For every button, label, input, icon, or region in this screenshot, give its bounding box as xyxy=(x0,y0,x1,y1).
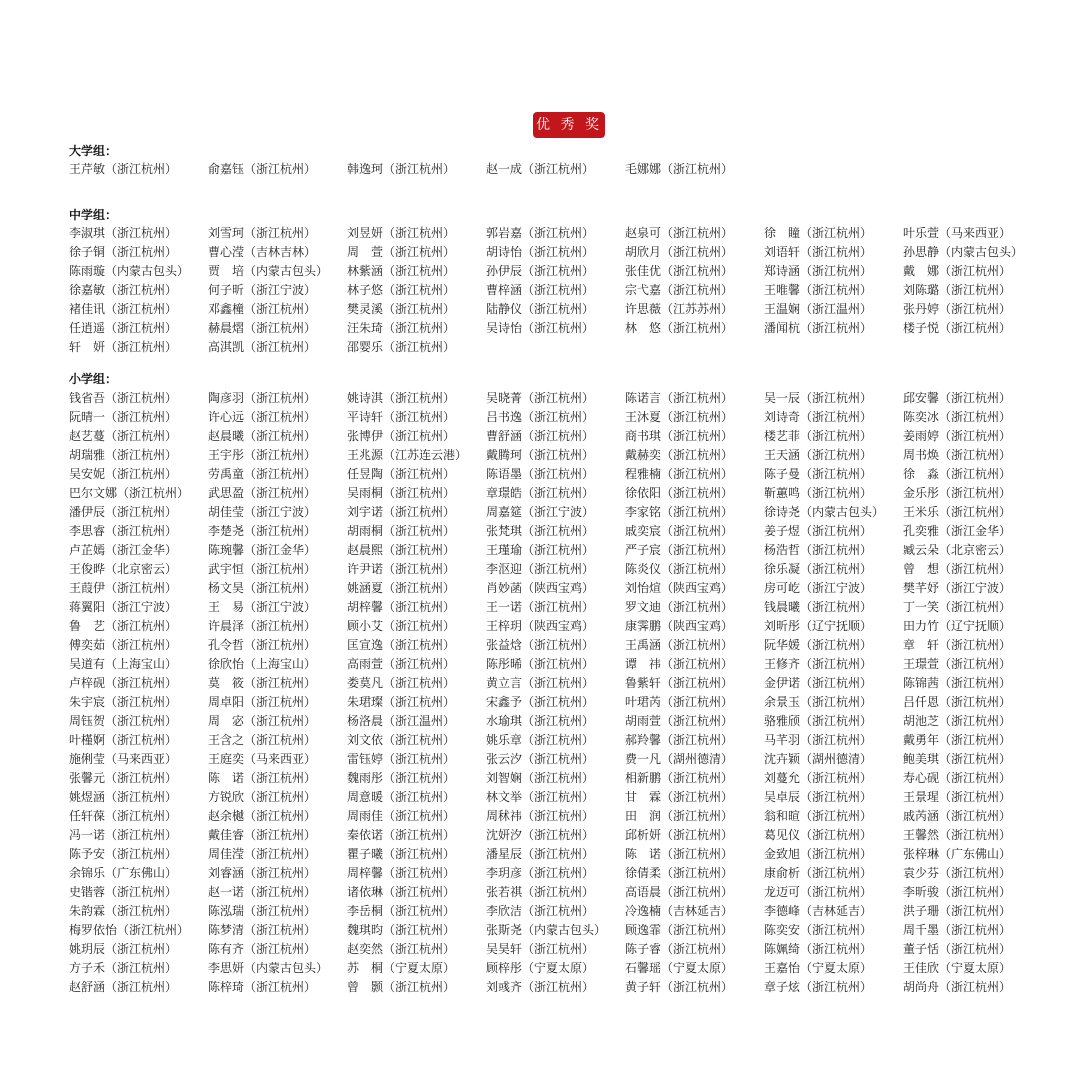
primary-school-group-list xyxy=(69,389,1042,997)
winner-name: 俞嘉钰（浙江杭州） xyxy=(208,162,317,176)
winner-name: 徐依阳（浙江杭州） xyxy=(625,486,734,500)
winner-name: 叶槿婀（浙江杭州） xyxy=(69,733,178,747)
winner-name: 马芊羽（浙江杭州） xyxy=(764,733,873,747)
winner-name: 王嘉怡（宁夏太原） xyxy=(764,961,873,975)
winner-name: 莫 筱（浙江杭州） xyxy=(208,676,317,690)
winner-name: 陈梦清（浙江杭州） xyxy=(208,923,317,937)
winner-name: 周钰贺（浙江杭州） xyxy=(69,714,178,728)
winner-name: 赫晨熠（浙江杭州） xyxy=(208,321,317,335)
winner-name: 相新鹏（浙江杭州） xyxy=(625,771,734,785)
winner-name: 刘诗奇（浙江杭州） xyxy=(764,410,873,424)
winner-name: 刘宇诺（浙江杭州） xyxy=(347,505,456,519)
winner-name: 曹心滢（吉林吉林） xyxy=(208,245,317,259)
winner-name: 魏琪昀（浙江杭州） xyxy=(347,923,456,937)
winner-name: 方子禾（浙江杭州） xyxy=(69,961,178,975)
winner-name: 罗文迪（浙江杭州） xyxy=(625,600,734,614)
winner-name: 胡瑞雅（浙江杭州） xyxy=(69,448,178,462)
winner-name: 王修齐（浙江杭州） xyxy=(764,657,873,671)
winner-name: 王景瑆（浙江杭州） xyxy=(903,790,1012,804)
winner-name: 戚芮涵（浙江杭州） xyxy=(903,809,1012,823)
winner-name: 王瑾瑜（浙江杭州） xyxy=(486,543,595,557)
winner-name: 孙思静（内蒙古包头） xyxy=(903,245,1024,259)
winner-name: 康霁鹏（陕西宝鸡） xyxy=(625,619,734,633)
winner-name: 朱珺璨（浙江杭州） xyxy=(347,695,456,709)
winner-name: 朱韵霖（浙江杭州） xyxy=(69,904,178,918)
winner-name: 傅奕茹（浙江杭州） xyxy=(69,638,178,652)
winner-name: 鲁 艺（浙江杭州） xyxy=(69,619,178,633)
winner-name: 陈语墨（浙江杭州） xyxy=(486,467,595,481)
winner-name: 李楚尧（浙江杭州） xyxy=(208,524,317,538)
winner-name: 高雨萱（浙江杭州） xyxy=(347,657,456,671)
winner-name: 高语晨（浙江杭州） xyxy=(625,885,734,899)
winner-name: 余锦乐（广东佛山） xyxy=(69,866,178,880)
winner-name: 胡梓馨（浙江杭州） xyxy=(347,600,456,614)
winner-name: 刘文依（浙江杭州） xyxy=(347,733,456,747)
winner-name: 方锐欣（浙江杭州） xyxy=(208,790,317,804)
winner-name: 曾 想（浙江杭州） xyxy=(903,562,1012,576)
winner-name: 王禹涵（浙江杭州） xyxy=(625,638,734,652)
winner-name: 刘怡煊（陕西宝鸡） xyxy=(625,581,734,595)
winner-name: 阮华媛（浙江杭州） xyxy=(764,638,873,652)
winner-name: 章子炫（浙江杭州） xyxy=(764,980,873,994)
winner-name: 张梵琪（浙江杭州） xyxy=(486,524,595,538)
winner-name: 周 宓（浙江杭州） xyxy=(208,714,317,728)
winner-name: 余景玉（浙江杭州） xyxy=(764,695,873,709)
winner-name: 鲍美琪（浙江杭州） xyxy=(903,752,1012,766)
winner-name: 寿心砚（浙江杭州） xyxy=(903,771,1012,785)
winner-name: 刘陈璐（浙江杭州） xyxy=(903,283,1012,297)
winner-name: 陈锦茜（浙江杭州） xyxy=(903,676,1012,690)
winner-name: 刘蔓允（浙江杭州） xyxy=(764,771,873,785)
winner-name: 陈姵绮（浙江杭州） xyxy=(764,942,873,956)
winner-name: 甘 霖（浙江杭州） xyxy=(625,790,734,804)
winner-name: 周嘉筵（浙江宁波） xyxy=(486,505,595,519)
winner-name: 吴雨桐（浙江杭州） xyxy=(347,486,456,500)
winner-name: 陈奕冰（浙江杭州） xyxy=(903,410,1012,424)
winner-name: 王兆源（江苏连云港） xyxy=(347,448,468,462)
winner-name: 周佳滢（浙江杭州） xyxy=(208,847,317,861)
winner-name: 宋鑫予（浙江杭州） xyxy=(486,695,595,709)
winner-name: 顾梓彤（宁夏太原） xyxy=(486,961,595,975)
winner-name: 林子悠（浙江杭州） xyxy=(347,283,456,297)
middle-school-group-label: 中学组： xyxy=(69,208,118,222)
winner-name: 孔令哲（浙江杭州） xyxy=(208,638,317,652)
winner-name: 李昕骏（浙江杭州） xyxy=(903,885,1012,899)
winner-name: 张云汐（浙江杭州） xyxy=(486,752,595,766)
winner-name: 吕仟恩（浙江杭州） xyxy=(903,695,1012,709)
winner-name: 吴晓菁（浙江杭州） xyxy=(486,391,595,405)
winner-name: 邱安馨（浙江杭州） xyxy=(903,391,1012,405)
winner-name: 刘彧齐（浙江杭州） xyxy=(486,980,595,994)
winner-name: 劳禹童（浙江杭州） xyxy=(208,467,317,481)
winner-name: 戴 娜（浙江杭州） xyxy=(903,264,1012,278)
winner-name: 周雨佳（浙江杭州） xyxy=(347,809,456,823)
winner-name: 任逍遥（浙江杭州） xyxy=(69,321,178,335)
winner-name: 蒋翼阳（浙江宁波） xyxy=(69,600,178,614)
winner-name: 赵一成（浙江杭州） xyxy=(486,162,595,176)
winner-name: 陈予安（浙江杭州） xyxy=(69,847,178,861)
winner-name: 孙伊辰（浙江杭州） xyxy=(486,264,595,278)
winner-name: 赵余樾（浙江杭州） xyxy=(208,809,317,823)
winner-name: 张若祺（浙江杭州） xyxy=(486,885,595,899)
winner-name: 刘语轩（浙江杭州） xyxy=(764,245,873,259)
winner-name: 赵晨曦（浙江杭州） xyxy=(208,429,317,443)
winner-name: 李岳桐（浙江杭州） xyxy=(347,904,456,918)
winner-name: 阮晴一（浙江杭州） xyxy=(69,410,178,424)
winner-name: 潘闻杭（浙江杭州） xyxy=(764,321,873,335)
winner-name: 任昱陶（浙江杭州） xyxy=(347,467,456,481)
winner-name: 林 悠（浙江杭州） xyxy=(625,321,734,335)
winner-name: 林文举（浙江杭州） xyxy=(486,790,595,804)
winner-name: 陈彤晞（浙江杭州） xyxy=(486,657,595,671)
winner-name: 周书焕（浙江杭州） xyxy=(903,448,1012,462)
winner-name: 任轩葆（浙江杭州） xyxy=(69,809,178,823)
winner-name: 潘伊辰（浙江杭州） xyxy=(69,505,178,519)
winner-name: 水瑜琪（浙江杭州） xyxy=(486,714,595,728)
winner-name: 楼子悦（浙江杭州） xyxy=(903,321,1012,335)
winner-name: 李沤迎（浙江杭州） xyxy=(486,562,595,576)
winner-name: 龙迈可（浙江杭州） xyxy=(764,885,873,899)
winner-name: 陆静仪（浙江杭州） xyxy=(486,302,595,316)
winner-name: 王馨然（浙江杭州） xyxy=(903,828,1012,842)
winner-name: 徐乐凝（浙江杭州） xyxy=(764,562,873,576)
winner-name: 樊芊妤（浙江宁波） xyxy=(903,581,1012,595)
winner-name: 武宇恒（浙江杭州） xyxy=(208,562,317,576)
winner-name: 钱晨曦（浙江杭州） xyxy=(764,600,873,614)
winner-name: 周秫祎（浙江杭州） xyxy=(486,809,595,823)
winner-name: 曹梓涵（浙江杭州） xyxy=(486,283,595,297)
winner-name: 刘昕彤（辽宁抚顺） xyxy=(764,619,873,633)
winner-name: 王俊晔（北京密云） xyxy=(69,562,178,576)
winner-name: 周意暖（浙江杭州） xyxy=(347,790,456,804)
winner-name: 王唯馨（浙江杭州） xyxy=(764,283,873,297)
primary-school-group-label: 小学组： xyxy=(69,372,118,386)
winner-name: 陈琬馨（浙江金华） xyxy=(208,543,317,557)
winner-name: 郭岩嘉（浙江杭州） xyxy=(486,226,595,240)
winner-name: 巴尔文娜（浙江杭州） xyxy=(69,486,190,500)
winner-name: 邵婴乐（浙江杭州） xyxy=(347,340,456,354)
winner-name: 肖妙菡（陕西宝鸡） xyxy=(486,581,595,595)
winner-name: 吴安妮（浙江杭州） xyxy=(69,467,178,481)
winner-name: 施俐莹（马来西亚） xyxy=(69,752,178,766)
winner-name: 李淑琪（浙江杭州） xyxy=(69,226,178,240)
winner-name: 姚煜涵（浙江杭州） xyxy=(69,790,178,804)
winner-name: 姜雨婷（浙江杭州） xyxy=(903,429,1012,443)
winner-name: 程雅楠（浙江杭州） xyxy=(625,467,734,481)
winner-name: 胡池芝（浙江杭州） xyxy=(903,714,1012,728)
winner-name: 秦依诺（浙江杭州） xyxy=(347,828,456,842)
winner-name: 徐倩柔（浙江杭州） xyxy=(625,866,734,880)
winner-name: 陶彦羽（浙江杭州） xyxy=(208,391,317,405)
winner-name: 丁一笑（浙江杭州） xyxy=(903,600,1012,614)
winner-name: 许心远（浙江杭州） xyxy=(208,410,317,424)
winner-name: 王米乐（浙江杭州） xyxy=(903,505,1012,519)
winner-name: 王佳欣（宁夏太原） xyxy=(903,961,1012,975)
winner-name: 徐 瞳（浙江杭州） xyxy=(764,226,873,240)
university-group-label: 大学组： xyxy=(69,144,118,158)
winner-name: 董子恬（浙江杭州） xyxy=(903,942,1012,956)
winner-name: 苏 桐（宁夏太原） xyxy=(347,961,456,975)
winner-name: 戴佳睿（浙江杭州） xyxy=(208,828,317,842)
winner-name: 梅罗依怡（浙江杭州） xyxy=(69,923,190,937)
winner-name: 骆雅颀（浙江杭州） xyxy=(764,714,873,728)
winner-name: 许尹诺（浙江杭州） xyxy=(347,562,456,576)
winner-name: 刘智娴（浙江杭州） xyxy=(486,771,595,785)
winner-name: 李德峰（吉林延吉） xyxy=(764,904,873,918)
winner-name: 曾 颢（浙江杭州） xyxy=(347,980,456,994)
winner-name: 周 萱（浙江杭州） xyxy=(347,245,456,259)
winner-name: 冷逸楠（吉林延吉） xyxy=(625,904,734,918)
winner-name: 陈 诺（浙江杭州） xyxy=(625,847,734,861)
winner-name: 胡佳莹（浙江宁波） xyxy=(208,505,317,519)
winner-name: 徐诗尧（内蒙古包头） xyxy=(764,505,885,519)
winner-name: 吴昊轩（浙江杭州） xyxy=(486,942,595,956)
winner-name: 石馨瑶（宁夏太原） xyxy=(625,961,734,975)
winner-name: 杨浩哲（浙江杭州） xyxy=(764,543,873,557)
winner-name: 陈梓琦（浙江杭州） xyxy=(208,980,317,994)
winner-name: 章 轩（浙江杭州） xyxy=(903,638,1012,652)
winner-name: 韩逸珂（浙江杭州） xyxy=(347,162,456,176)
winner-name: 曹舒涵（浙江杭州） xyxy=(486,429,595,443)
winner-name: 樊灵溪（浙江杭州） xyxy=(347,302,456,316)
winner-name: 张佳优（浙江杭州） xyxy=(625,264,734,278)
winner-name: 姚乐章（浙江杭州） xyxy=(486,733,595,747)
winner-name: 叶珺芮（浙江杭州） xyxy=(625,695,734,709)
winner-name: 田力竹（辽宁抚顺） xyxy=(903,619,1012,633)
winner-name: 葛见仪（浙江杭州） xyxy=(764,828,873,842)
winner-name: 王 易（浙江宁波） xyxy=(208,600,317,614)
winner-name: 陈子曼（浙江杭州） xyxy=(764,467,873,481)
winner-name: 王天涵（浙江杭州） xyxy=(764,448,873,462)
middle-school-group-list xyxy=(69,224,1042,357)
winner-name: 赵一诺（浙江杭州） xyxy=(208,885,317,899)
winner-name: 徐子铜（浙江杭州） xyxy=(69,245,178,259)
winner-name: 田 润（浙江杭州） xyxy=(625,809,734,823)
winner-name: 康俞析（浙江杭州） xyxy=(764,866,873,880)
winner-name: 顾逸霏（浙江杭州） xyxy=(625,923,734,937)
winner-name: 邱析妍（浙江杭州） xyxy=(625,828,734,842)
winner-name: 王梓玥（陕西宝鸡） xyxy=(486,619,595,633)
winner-name: 魏雨彤（浙江杭州） xyxy=(347,771,456,785)
winner-name: 贾 培（内蒙古包头） xyxy=(208,264,329,278)
winner-name: 房可屹（浙江宁波） xyxy=(764,581,873,595)
winner-name: 王温娴（浙江温州） xyxy=(764,302,873,316)
winner-name: 武思盈（浙江杭州） xyxy=(208,486,317,500)
winner-name: 雷钰婷（浙江杭州） xyxy=(347,752,456,766)
winner-name: 沈妍汐（浙江杭州） xyxy=(486,828,595,842)
winner-name: 李玥彦（浙江杭州） xyxy=(486,866,595,880)
winner-name: 孔奕雅（浙江金华） xyxy=(903,524,1012,538)
winner-name: 徐嘉敏（浙江杭州） xyxy=(69,283,178,297)
winner-name: 陈雨璇（内蒙古包头） xyxy=(69,264,190,278)
winner-name: 陈诺言（浙江杭州） xyxy=(625,391,734,405)
winner-name: 姚诗淇（浙江杭州） xyxy=(347,391,456,405)
winner-name: 王宇彤（浙江杭州） xyxy=(208,448,317,462)
winner-name: 卢梓砚（浙江杭州） xyxy=(69,676,178,690)
winner-name: 张馨元（浙江杭州） xyxy=(69,771,178,785)
winner-name: 顾小艾（浙江杭州） xyxy=(347,619,456,633)
winner-name: 匡宣逸（浙江杭州） xyxy=(347,638,456,652)
winner-name: 胡诗怡（浙江杭州） xyxy=(486,245,595,259)
winner-name: 张益焓（浙江杭州） xyxy=(486,638,595,652)
winner-name: 宗弋嘉（浙江杭州） xyxy=(625,283,734,297)
winner-name: 娄莫凡（浙江杭州） xyxy=(347,676,456,690)
winner-name: 朱宇宸（浙江杭州） xyxy=(69,695,178,709)
winner-name: 吕书逸（浙江杭州） xyxy=(486,410,595,424)
winner-name: 王芹敏（浙江杭州） xyxy=(69,162,178,176)
winner-name: 赵艺蔓（浙江杭州） xyxy=(69,429,178,443)
winner-name: 李思睿（浙江杭州） xyxy=(69,524,178,538)
winner-name: 陈奕安（浙江杭州） xyxy=(764,923,873,937)
winner-name: 周千墨（浙江杭州） xyxy=(903,923,1012,937)
winner-name: 吴卓辰（浙江杭州） xyxy=(764,790,873,804)
university-group-list xyxy=(69,160,1042,179)
winner-name: 杨洛晨（浙江温州） xyxy=(347,714,456,728)
winner-name: 张博伊（浙江杭州） xyxy=(347,429,456,443)
winner-name: 姚涵夏（浙江杭州） xyxy=(347,581,456,595)
winner-name: 许晨泽（浙江杭州） xyxy=(208,619,317,633)
winner-name: 张梓琳（广东佛山） xyxy=(903,847,1012,861)
winner-name: 诸依琳（浙江杭州） xyxy=(347,885,456,899)
winner-name: 周梓馨（浙江杭州） xyxy=(347,866,456,880)
winner-name: 轩 妍（浙江杭州） xyxy=(69,340,178,354)
winner-name: 姚玥辰（浙江杭州） xyxy=(69,942,178,956)
winner-name: 翁和暄（浙江杭州） xyxy=(764,809,873,823)
winner-name: 汪朱琦（浙江杭州） xyxy=(347,321,456,335)
winner-name: 胡尚舟（浙江杭州） xyxy=(903,980,1012,994)
winner-name: 王庭奕（马来西亚） xyxy=(208,752,317,766)
winner-name: 何子昕（浙江宁波） xyxy=(208,283,317,297)
winner-name: 徐 淼（浙江杭州） xyxy=(903,467,1012,481)
winner-name: 李欣洁（浙江杭州） xyxy=(486,904,595,918)
winner-name: 李思妍（内蒙古包头） xyxy=(208,961,329,975)
winner-name: 商书琪（浙江杭州） xyxy=(625,429,734,443)
winner-name: 陈炎仪（浙江杭州） xyxy=(625,562,734,576)
winner-name: 徐欣怡（上海宝山） xyxy=(208,657,317,671)
winner-name: 靳蕙鸣（浙江杭州） xyxy=(764,486,873,500)
winner-name: 郝羚馨（浙江杭州） xyxy=(625,733,734,747)
winner-name: 王一诺（浙江杭州） xyxy=(486,600,595,614)
winner-name: 谭 祎（浙江杭州） xyxy=(625,657,734,671)
winner-name: 叶乐萱（马来西亚） xyxy=(903,226,1012,240)
winner-name: 王沐夏（浙江杭州） xyxy=(625,410,734,424)
winner-name: 陈 诺（浙江杭州） xyxy=(208,771,317,785)
winner-name: 赵舒涵（浙江杭州） xyxy=(69,980,178,994)
winner-name: 戴腾珂（浙江杭州） xyxy=(486,448,595,462)
winner-name: 赵泉可（浙江杭州） xyxy=(625,226,734,240)
winner-name: 胡雨萱（浙江杭州） xyxy=(625,714,734,728)
winner-name: 袁少芬（浙江杭州） xyxy=(903,866,1012,880)
winner-name: 陈泓瑞（浙江杭州） xyxy=(208,904,317,918)
winner-name: 林紫涵（浙江杭州） xyxy=(347,264,456,278)
winner-name: 王含之（浙江杭州） xyxy=(208,733,317,747)
winner-name: 金致旭（浙江杭州） xyxy=(764,847,873,861)
winner-name: 褚佳讯（浙江杭州） xyxy=(69,302,178,316)
winner-name: 王葭伊（浙江杭州） xyxy=(69,581,178,595)
winner-name: 赵晨熙（浙江杭州） xyxy=(347,543,456,557)
winner-name: 杨文昊（浙江杭州） xyxy=(208,581,317,595)
winner-name: 张丹婷（浙江杭州） xyxy=(903,302,1012,316)
winner-name: 陈子睿（浙江杭州） xyxy=(625,942,734,956)
winner-name: 平诗轩（浙江杭州） xyxy=(347,410,456,424)
winner-name: 沈卉颖（湖州德清） xyxy=(764,752,873,766)
winner-name: 郑诗涵（浙江杭州） xyxy=(764,264,873,278)
winner-name: 高淇凯（浙江杭州） xyxy=(208,340,317,354)
award-title-badge: 优 秀 奖 xyxy=(533,112,605,138)
winner-name: 吴道有（上海宝山） xyxy=(69,657,178,671)
winner-name: 吴诗怡（浙江杭州） xyxy=(486,321,595,335)
winner-name: 李家铭（浙江杭州） xyxy=(625,505,734,519)
winner-name: 戚奕宸（浙江杭州） xyxy=(625,524,734,538)
winner-name: 胡雨桐（浙江杭州） xyxy=(347,524,456,538)
winner-name: 鲁紫轩（浙江杭州） xyxy=(625,676,734,690)
winner-name: 卢芷嫣（浙江金华） xyxy=(69,543,178,557)
winner-name: 钱省吾（浙江杭州） xyxy=(69,391,178,405)
winner-name: 陈有齐（浙江杭州） xyxy=(208,942,317,956)
winner-name: 周卓阳（浙江杭州） xyxy=(208,695,317,709)
winner-name: 费一凡（湖州德清） xyxy=(625,752,734,766)
winner-name: 邓鑫橦（浙江杭州） xyxy=(208,302,317,316)
winner-name: 戴勇年（浙江杭州） xyxy=(903,733,1012,747)
winner-name: 严子宸（浙江杭州） xyxy=(625,543,734,557)
winner-name: 刘昱妍（浙江杭州） xyxy=(347,226,456,240)
winner-name: 瞿子曦（浙江杭州） xyxy=(347,847,456,861)
winner-name: 黄立言（浙江杭州） xyxy=(486,676,595,690)
winner-name: 臧云朵（北京密云） xyxy=(903,543,1012,557)
winner-name: 楼艺菲（浙江杭州） xyxy=(764,429,873,443)
winner-name: 毛娜娜（浙江杭州） xyxy=(625,162,734,176)
winner-name: 姜子煜（浙江杭州） xyxy=(764,524,873,538)
winner-name: 史锴蓉（浙江杭州） xyxy=(69,885,178,899)
winner-name: 刘雪珂（浙江杭州） xyxy=(208,226,317,240)
winner-name: 金乐彤（浙江杭州） xyxy=(903,486,1012,500)
winner-name: 冯一诺（浙江杭州） xyxy=(69,828,178,842)
winner-name: 许思薇（江苏苏州） xyxy=(625,302,734,316)
winner-name: 洪子珊（浙江杭州） xyxy=(903,904,1012,918)
winner-name: 章璟皓（浙江杭州） xyxy=(486,486,595,500)
winner-name: 王璟萱（浙江杭州） xyxy=(903,657,1012,671)
winner-name: 吴一辰（浙江杭州） xyxy=(764,391,873,405)
winner-name: 赵奕然（浙江杭州） xyxy=(347,942,456,956)
winner-name: 戴赫奕（浙江杭州） xyxy=(625,448,734,462)
winner-name: 金伊诺（浙江杭州） xyxy=(764,676,873,690)
winner-name: 张斯尧（内蒙古包头） xyxy=(486,923,607,937)
winner-name: 胡欣月（浙江杭州） xyxy=(625,245,734,259)
winner-name: 黄子轩（浙江杭州） xyxy=(625,980,734,994)
winner-name: 潘星辰（浙江杭州） xyxy=(486,847,595,861)
winner-name: 刘睿涵（浙江杭州） xyxy=(208,866,317,880)
